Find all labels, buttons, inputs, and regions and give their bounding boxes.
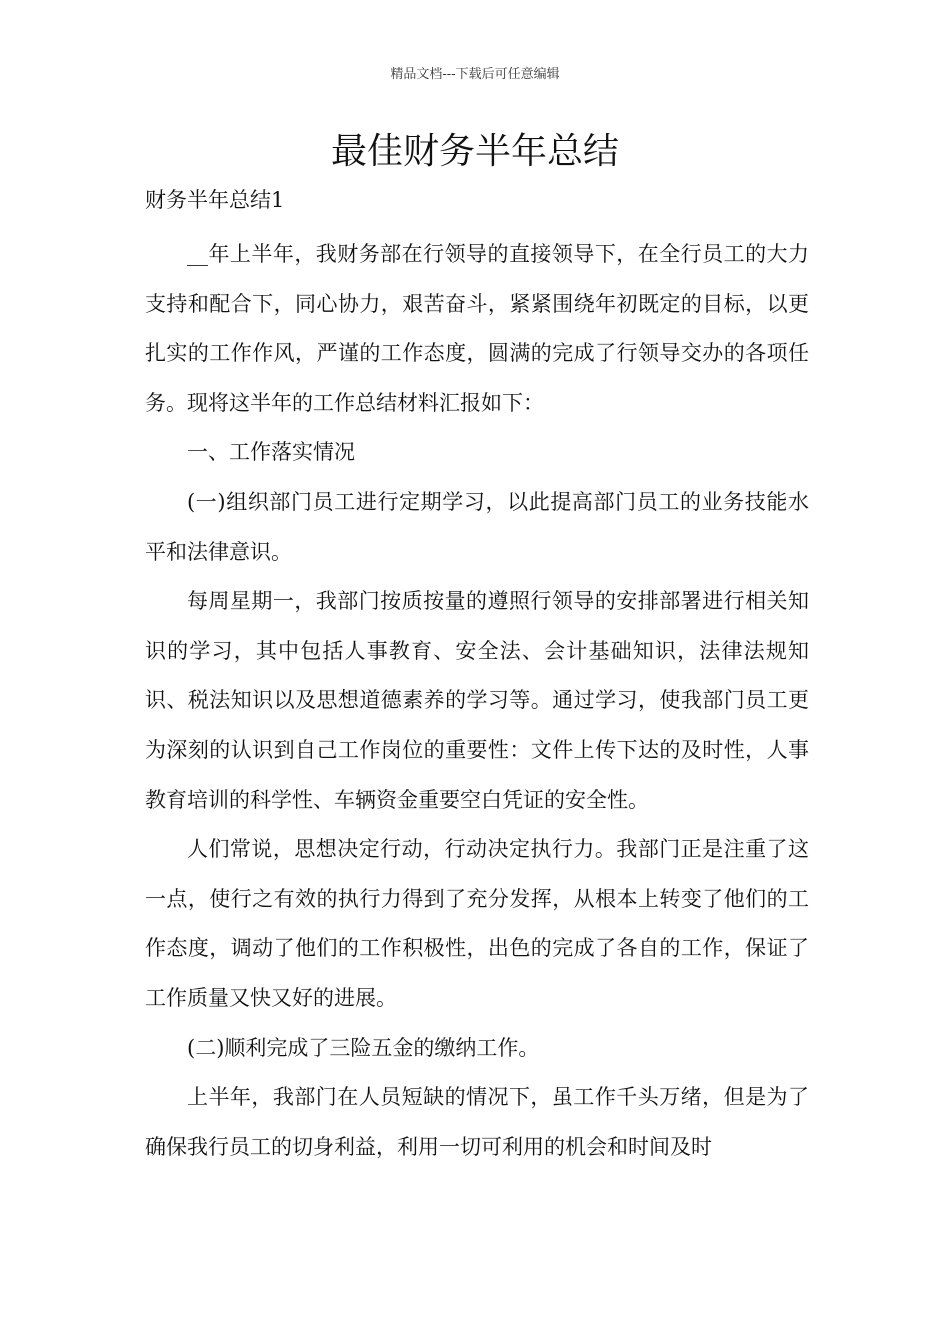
document-title: 最佳财务半年总结 xyxy=(330,131,619,172)
header-note: 精品文档---下载后可任意编辑 xyxy=(390,67,560,82)
subsection-heading: (二)顺利完成了三险五金的缴纳工作。 xyxy=(187,1035,540,1060)
section-heading: 一、工作落实情况 xyxy=(187,440,355,465)
paragraph: 人们常说，思想决定行动，行动决定执行力。我部门正是注重了这一点，使行之有效的执行力得到了充分发挥，从根本上转变了他们的工作态度，调动了他们的工作积极性，出色的完成了各自的工作，保证了工作质量又快又好的进展。 xyxy=(145,837,809,1010)
document-subtitle: 财务半年总结1 xyxy=(145,188,285,212)
document-body xyxy=(145,182,809,1172)
subsection-heading: (一)组织部门员工进行定期学习，以此提高部门员工的业务技能水平和法律意识。 xyxy=(145,489,809,564)
paragraph-intro: __年上半年，我财务部在行领导的直接领导下，在全行员工的大力支持和配合下，同心协力，艰苦奋斗，紧紧围绕年初既定的目标，以更扎实的工作作风，严谨的工作态度，圆满的完成了行领导交办的各项任务。现将这半年的工作总结材料汇报如下： xyxy=(145,242,809,415)
paragraph: 每周星期一，我部门按质按量的遵照行领导的安排部署进行相关知识的学习，其中包括人事教育、安全法、会计基础知识，法律法规知识、税法知识以及思想道德素养的学习等。通过学习，使我部门员工更为深刻的认识到自己工作岗位的重要性：文件上传下达的及时性，人事教育培训的科学性、车辆资金重要空白凭证的安全性。 xyxy=(145,589,809,812)
paragraph: 上半年，我部门在人员短缺的情况下，虽工作千头万绪，但是为了确保我行员工的切身利益，利用一切可利用的机会和时间及时 xyxy=(145,1085,809,1159)
